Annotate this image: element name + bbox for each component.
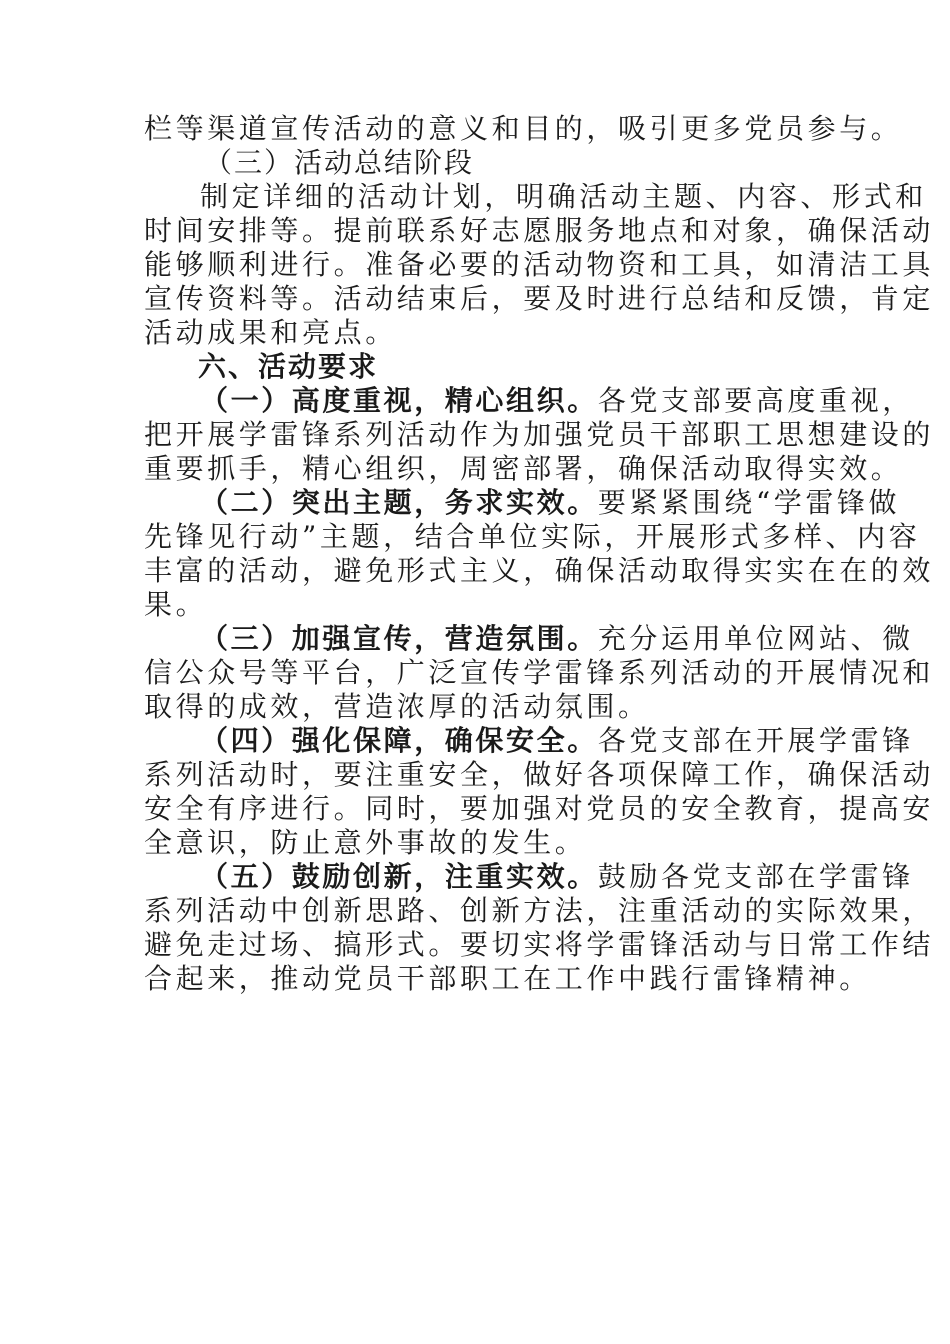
paragraph-line: 系列活动时，要注重安全，做好各项保障工作，确保活动 (144, 758, 935, 791)
document-page (144, 112, 935, 996)
paragraph-line: 避免走过场、搞形式。要切实将学雷锋活动与日常工作结 (144, 928, 935, 961)
paragraph-line (144, 486, 901, 520)
paragraph-line: 信公众号等平台，广泛宣传学雷锋系列活动的开展情况和 (144, 656, 935, 689)
item-title: （三）加强宣传，营造氛围。 (200, 622, 598, 655)
paragraph-line: 先锋见行动”主题，结合单位实际，开展形式多样、内容 (144, 520, 921, 553)
paragraph-line: 系列活动中创新思路、创新方法，注重活动的实际效果， (144, 894, 935, 927)
paragraph-line: 丰富的活动，避免形式主义，确保活动取得实实在在的效 (144, 554, 935, 587)
item-title: （四）强化保障，确保安全。 (200, 724, 598, 757)
paragraph-line: 合起来，推动党员干部职工在工作中践行雷锋精神。 (144, 962, 871, 995)
paragraph-line (144, 622, 914, 656)
paragraph-line (144, 860, 914, 894)
paragraph-line: 栏等渠道宣传活动的意义和目的，吸引更多党员参与。 (144, 112, 903, 145)
paragraph-line: 活动成果和亮点。 (144, 316, 397, 349)
paragraph-line: 能够顺利进行。准备必要的活动物资和工具，如清洁工具 (144, 248, 935, 281)
paragraph-line (144, 384, 914, 418)
paragraph-line: 宣传资料等。活动结束后，要及时进行总结和反馈，肯定 (144, 282, 935, 315)
paragraph-line: 制定详细的活动计划，明确活动主题、内容、形式和 (200, 180, 927, 213)
item-title: （二）突出主题，务求实效。 (200, 486, 598, 519)
paragraph-line (144, 724, 914, 758)
item-text: 各党支部在开展学雷锋 (597, 724, 914, 757)
paragraph-line: 果。 (144, 588, 208, 621)
paragraph-line: 安全有序进行。同时，要加强对党员的安全教育，提高安 (144, 792, 935, 825)
paragraph-line: 重要抓手，精心组织，周密部署，确保活动取得实效。 (144, 452, 903, 485)
paragraph-line: 全意识，防止意外事故的发生。 (144, 826, 587, 859)
item-text: 各党支部要高度重视， (597, 384, 914, 417)
paragraph-line: 时间安排等。提前联系好志愿服务地点和对象，确保活动 (144, 214, 935, 247)
item-title: （五）鼓励创新，注重实效。 (200, 860, 598, 893)
item-title: （一）高度重视，精心组织。 (200, 384, 598, 417)
section-heading: 六、活动要求 (198, 350, 379, 383)
section-subheading: （三）活动总结阶段 (204, 146, 475, 179)
item-text: 鼓励各党支部在学雷锋 (597, 860, 914, 893)
paragraph-line: 取得的成效，营造浓厚的活动氛围。 (144, 690, 650, 723)
item-text: 要紧紧围绕“学雷锋做 (597, 486, 901, 519)
paragraph-line: 把开展学雷锋系列活动作为加强党员干部职工思想建设的 (144, 418, 935, 451)
item-text: 充分运用单位网站、微 (597, 622, 914, 655)
